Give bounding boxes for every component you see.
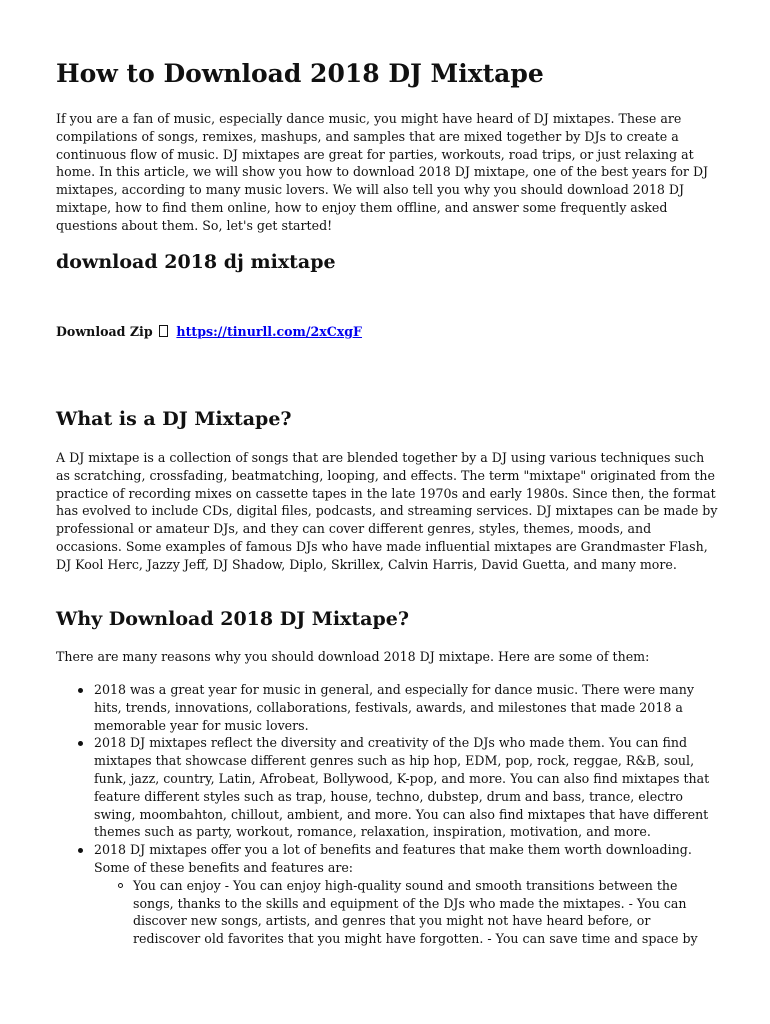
list-item: 2018 DJ mixtapes reflect the diversity and creativity of the DJs who made them. You can find mixtapes that showcase different genres such as hip hop, EDM, pop, rock, reggae, R&B, soul, funk, jazz, country, Latin, Afrobeat, Bollywood, K-pop, and more. You can also find mixtapes that feature different styles such as trap, house, techno, dubstep, drum and bass, trance, electro swing, moombahton, chillout, ambient, and more. You can also find mixtapes that have different themes such as party, workout, romance, relaxation, inspiration, motivation, and more. [56,734,718,841]
list-item: 2018 was a great year for music in general, and especially for dance music. There were many hits, trends, innovations, collaborations, festivals, awards, and milestones that made 2018 a memorable year for music lovers. [56,681,718,734]
intro-paragraph: If you are a fan of music, especially dance music, you might have heard of DJ mixtapes. These are compilations of songs, remixes, mashups, and samples that are mixed together by DJs to create a continuous flow of music. DJ mixtapes are great for parties, workouts, road trips, or just relaxing at home. In this article, we will show you how to download 2018 DJ mixtape, one of the best years for DJ mixtapes, according to many music lovers. We will also tell you why you should download 2018 DJ mixtape, how to find them online, how to enjoy them offline, and answer some frequently asked questions about them. So, let's get started! [56,111,709,233]
download-link[interactable]: https://tinurll.com/2xCxgF [176,324,363,339]
bullet-icon [78,848,83,853]
section-heading-what-is: What is a DJ Mixtape? [56,408,292,430]
list-item: 2018 DJ mixtapes offer you a lot of benefits and features that make them worth downloading. Some of these benefits and features are: You can enjoy - You can enjoy high-quality sound and smooth transitions between the songs, thanks to the skills and equipment of the DJs who made the mixtapes. - You can discover new songs, artists, and genres that you might not have heard before, or rediscover old favorites that you might have forgotten. - You can save time and space by [56,841,718,948]
reasons-list [56,681,718,948]
download-line [56,323,362,341]
missing-glyph-icon [159,325,168,337]
benefits-sublist [94,877,718,948]
hollow-bullet-icon [118,883,123,888]
bullet-icon [78,688,83,693]
bullet-icon [78,741,83,746]
download-label: Download Zip [56,324,153,339]
section-why-lead: There are many reasons why you should download 2018 DJ mixtape. Here are some of them: [56,649,650,664]
keyword-heading: download 2018 dj mixtape [56,251,336,273]
page-title: How to Download 2018 DJ Mixtape [56,59,544,88]
section-what-is-body: A DJ mixtape is a collection of songs that are blended together by a DJ using various techniques such as scratching, crossfading, beatmatching, looping, and effects. The term "mixtape" originated from the practice of recording mixes on cassette tapes in the late 1970s and early 1980s. Since then, the format has evolved to include CDs, digital files, podcasts, and streaming services. DJ mixtapes can be made by professional or amateur DJs, and they can cover different genres, styles, themes, moods, and occasions. Some examples of famous DJs who have made influential mixtapes are Grandmaster Flash, DJ Kool Herc, Jazzy Jeff, DJ Shadow, Diplo, Skrillex, Calvin Harris, David Guetta, and many more. [56,450,718,572]
sub-list-item: You can enjoy - You can enjoy high-quality sound and smooth transitions between the songs, thanks to the skills and equipment of the DJs who made the mixtapes. - You can discover new songs, artists, and genres that you might not have heard before, or rediscover old favorites that you might have forgotten. - You can save time and space by [94,877,718,948]
section-heading-why-download: Why Download 2018 DJ Mixtape? [56,608,409,630]
